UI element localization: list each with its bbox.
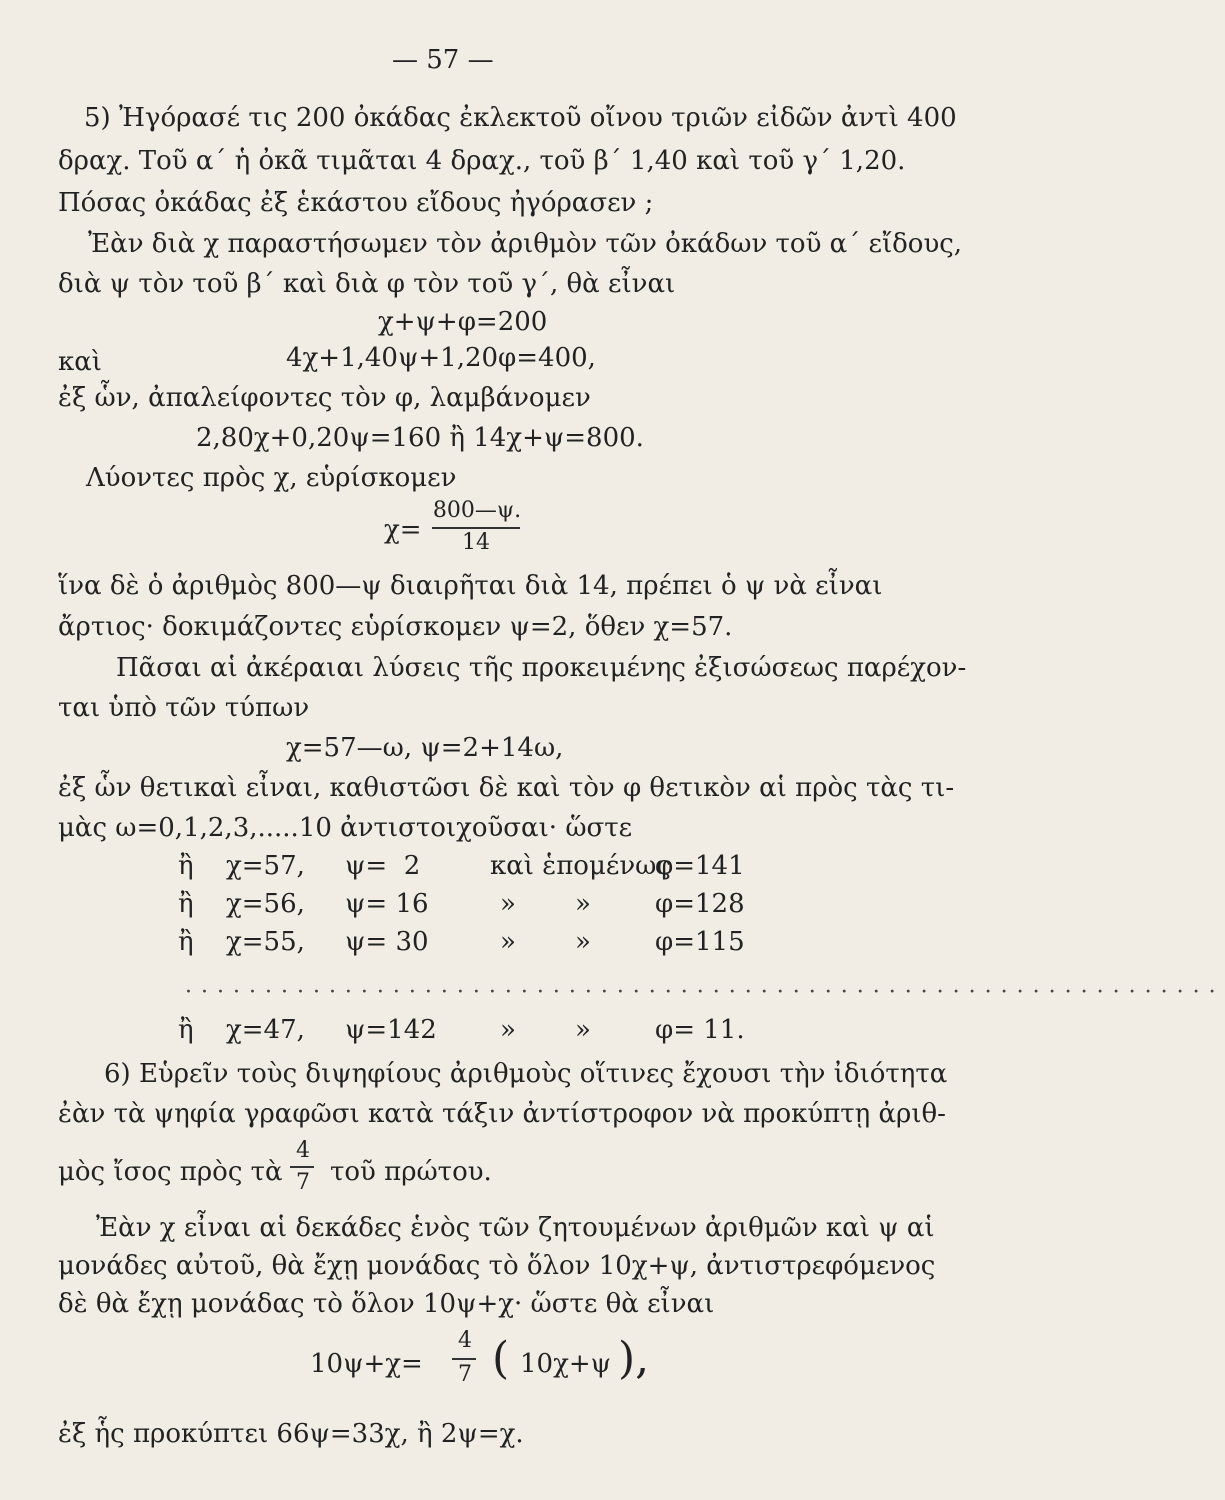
problem-6-line-5: μονάδες αὐτοῦ, θὰ ἔχῃ μονάδας τὸ ὅλον 10χ+ψ, ἀντιστρεφόμενος (58, 1251, 936, 1281)
problem-5-line-3: Πόσας ὀκάδας ἐξ ἑκάστου εἴδους ἠγόρασεν ; (58, 188, 654, 218)
problem-6-line-1: 6) Εὑρεῖν τοὺς διψηφίους ἀριθμοὺς οἵτινες ἔχουσι τὴν ἰδιότητα (104, 1059, 948, 1089)
fraction-4-7-numerator: 4 (296, 1138, 310, 1163)
equation-digits-lhs: 10ψ+χ= (310, 1349, 423, 1379)
problem-6-line-3a: μὸς ἴσος πρὸς τὰ (58, 1157, 283, 1187)
page-number: — 57 — (392, 45, 494, 75)
problem-6-line-2: ἐὰν τὰ ψηφία γραφῶσι κατὰ τάξιν ἀντίστροφον νὰ προκύπτῃ ἀριθ- (58, 1099, 946, 1129)
problem-5-line-4: Ἐὰν διὰ χ παραστήσωμεν τὸν ἀριθμὸν τῶν ὀκάδων τοῦ α΄ εἴδους, (88, 229, 963, 259)
problem-5-line-2: δραχ. Τοῦ α΄ ἡ ὀκᾶ τιμᾶται 4 δραχ., τοῦ β΄ 1,40 καὶ τοῦ γ΄ 1,20. (58, 146, 906, 176)
fraction-numerator: 800—ψ. (432, 498, 522, 523)
equation-fraction-bar (452, 1358, 476, 1360)
equation-fraction-numerator: 4 (458, 1328, 472, 1353)
problem-5-line-5: διὰ ψ τὸν τοῦ β΄ καὶ διὰ φ τὸν τοῦ γ΄, θὰ εἶναι (58, 269, 676, 299)
equation-open-paren: ( (492, 1333, 510, 1384)
problem-5-line-12: ἐξ ὧν θετικαὶ εἶναι, καθιστῶσι δὲ καὶ τὸν φ θετικὸν αἱ πρὸς τὰς τι- (58, 773, 955, 803)
problem-5-line-8: ἵνα δὲ ὁ ἀριθμὸς 800—ψ διαιρῆται διὰ 14, πρέπει ὁ ψ νὰ εἶναι (58, 571, 883, 601)
equation-cost: 4χ+1,40ψ+1,20φ=400, (286, 343, 596, 373)
equation-general-solution: χ=57—ω, ψ=2+14ω, (286, 733, 564, 763)
equation-reduced: 2,80χ+0,20ψ=160 ἢ 14χ+ψ=800. (196, 423, 644, 453)
problem-5-line-11: ται ὑπὸ τῶν τύπων (58, 693, 310, 723)
fraction-4-7-bar (290, 1166, 314, 1168)
problem-5-line-6: ἐξ ὧν, ἀπαλείφοντες τὸν φ, λαμβάνομεν (58, 383, 591, 413)
fraction-lhs: χ= (384, 515, 422, 545)
fraction-4-7-denominator: 7 (296, 1170, 310, 1195)
problem-5-line-9: ἄρτιος· δοκιμάζοντες εὑρίσκομεν ψ=2, ὅθεν χ=57. (58, 612, 733, 642)
problem-5-line-10: Πᾶσαι αἱ ἀκέραιαι λύσεις τῆς προκειμένης ἐξισώσεως παρέχον- (116, 653, 967, 683)
equation-fraction-denominator: 7 (458, 1362, 472, 1387)
ellipsis-dotted-line: ································································· (185, 980, 1225, 1005)
problem-6-line-3b: τοῦ πρώτου. (330, 1157, 492, 1187)
problem-5-line-13: μὰς ω=0,1,2,3,.....10 ἀντιστοιχοῦσαι· ὥστε (58, 813, 633, 843)
equation-digits-inner: 10χ+ψ (520, 1349, 612, 1379)
problem-5-line-7: Λύοντες πρὸς χ, εὑρίσκομεν (86, 463, 457, 493)
problem-5-line-1: 5) Ἠγόρασέ τις 200 ὀκάδας ἐκλεκτοῦ οἴνου τριῶν εἰδῶν ἀντὶ 400 (84, 103, 957, 133)
equation-sum: χ+ψ+φ=200 (378, 307, 548, 337)
fraction-bar (432, 527, 520, 529)
problem-6-line-7: ἐξ ἧς προκύπτει 66ψ=33χ, ἢ 2ψ=χ. (58, 1419, 524, 1449)
problem-6-line-4: Ἐὰν χ εἶναι αἱ δεκάδες ἑνὸς τῶν ζητουμένων ἀριθμῶν καὶ ψ αἱ (96, 1213, 935, 1243)
problem-6-line-6: δὲ θὰ ἔχῃ μονάδας τὸ ὅλον 10ψ+χ· ὥστε θὰ εἶναι (58, 1289, 715, 1319)
equation-close-paren: ), (618, 1333, 650, 1384)
fraction-denominator: 14 (462, 530, 490, 555)
book-page: — 57 — 5) Ἠγόρασέ τις 200 ὀκάδας ἐκλεκτοῦ οἴνου τριῶν εἰδῶν ἀντὶ 400 δραχ. Τοῦ α΄ ἡ ὀκᾶ τιμᾶται 4 δραχ., τοῦ β΄ 1,40 καὶ τοῦ γ΄ 1,20. Πόσας ὀκάδας ἐξ ἑκάστου εἴδους ἠγόρασεν ; Ἐὰν διὰ χ παραστήσωμεν τὸν ἀριθμὸν τῶν ὀκάδων τοῦ α΄ εἴδους, διὰ ψ τὸν τοῦ β΄ καὶ διὰ φ τὸν τοῦ γ΄, θὰ εἶναι χ+ψ+φ=200 καὶ 4χ+1,40ψ+1,20φ=400, ἐξ ὧν, ἀπαλείφοντες τὸν φ, λαμβάνομεν 2,80χ+0,20ψ=160 ἢ 14χ+ψ=800. Λύοντες πρὸς χ, εὑρίσκομεν χ= 800—ψ. 14 ἵνα δὲ ὁ ἀριθμὸς 800—ψ διαιρῆται διὰ 14, πρέπει ὁ ψ νὰ εἶναι ἄρτιος· δοκιμάζοντες εὑρίσκομεν ψ=2, ὅθεν χ=57. Πᾶσαι αἱ ἀκέραιαι λύσεις τῆς προκειμένης ἐξισώσεως παρέχον- ται ὑπὸ τῶν τύπων χ=57—ω, ψ=2+14ω, ἐξ ὧν θετικαὶ εἶναι, καθιστῶσι δὲ καὶ τὸν φ θετικὸν αἱ πρὸς τὰς τι- μὰς ω=0,1,2,3,.....10 ἀντιστοιχοῦσαι· ὥστε ἢ χ=57, ψ= 2 καὶ ἑπομένως φ=141 ἢ χ=56, ψ= 16 » » φ=128 ἢ χ=55, ψ= 30 » » φ=115 ································································· ἢ χ=47, ψ=142 » » φ= 11. 6) Εὑρεῖν τοὺς διψηφίους ἀριθμοὺς οἵτινες ἔχουσι τὴν ἰδιότητα ἐὰν τὰ ψηφία γραφῶσι κατὰ τάξιν ἀντίστροφον νὰ προκύπτῃ ἀριθ- μὸς ἴσος πρὸς τὰ 4 7 τοῦ πρώτου. Ἐὰν χ εἶναι αἱ δεκάδες ἑνὸς τῶν ζητουμένων ἀριθμῶν καὶ ψ αἱ μονάδες αὐτοῦ, θὰ ἔχῃ μονάδας τὸ ὅλον 10χ+ψ, ἀντιστρεφόμενος δὲ θὰ ἔχῃ μονάδας τὸ ὅλον 10ψ+χ· ὥστε θὰ εἶναι 10ψ+χ= 4 7 ( 10χ+ψ ), ἐξ ἧς προκύπτει 66ψ=33χ, ἢ 2ψ=χ. (58, 45, 1225, 1449)
kai-label: καὶ (58, 347, 103, 377)
